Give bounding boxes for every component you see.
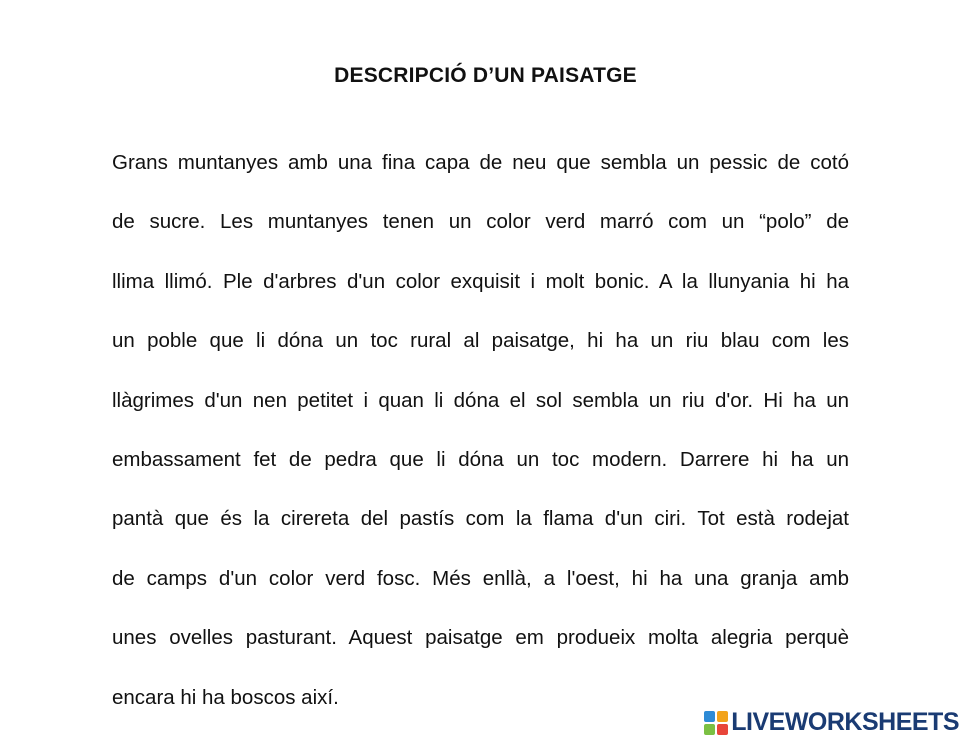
paragraph-line: de camps d'un color verd fosc. Més enllà, a l'oest, hi ha una granja amb	[112, 566, 849, 590]
document-title: DESCRIPCIÓ D’UN PAISATGE	[334, 64, 637, 87]
liveworksheets-watermark	[704, 708, 959, 737]
paragraph-line: encara hi ha boscos així.	[112, 685, 339, 709]
logo-square	[704, 711, 715, 722]
logo-square	[717, 724, 728, 735]
paragraph-line: de sucre. Les muntanyes tenen un color verd marró com un “polo” de	[112, 210, 849, 234]
logo-square	[704, 724, 715, 735]
paragraph-line: llàgrimes d'un nen petitet i quan li dóna el sol sembla un riu d'or. Hi ha un	[112, 388, 849, 412]
paragraph-line: llima llimó. Ple d'arbres d'un color exquisit i molt bonic. A la llunyania hi ha	[112, 269, 849, 293]
paragraph-line: Grans muntanyes amb una fina capa de neu que sembla un pessic de cotó	[112, 151, 849, 174]
liveworksheets-logo-icon	[704, 711, 728, 735]
liveworksheets-wordmark: LIVEWORKSHEETS	[731, 708, 959, 736]
description-paragraph	[112, 150, 849, 744]
paragraph-line: unes ovelles pasturant. Aquest paisatge em produeix molta alegria perquè	[112, 626, 849, 650]
paragraph-line: embassament fet de pedra que li dóna un toc modern. Darrere hi ha un	[112, 447, 849, 471]
paragraph-line: pantà que és la cirereta del pastís com la flama d'un ciri. Tot està rodejat	[112, 507, 849, 531]
paragraph-line: un poble que li dóna un toc rural al paisatge, hi ha un riu blau com les	[112, 329, 849, 353]
logo-square	[717, 711, 728, 722]
